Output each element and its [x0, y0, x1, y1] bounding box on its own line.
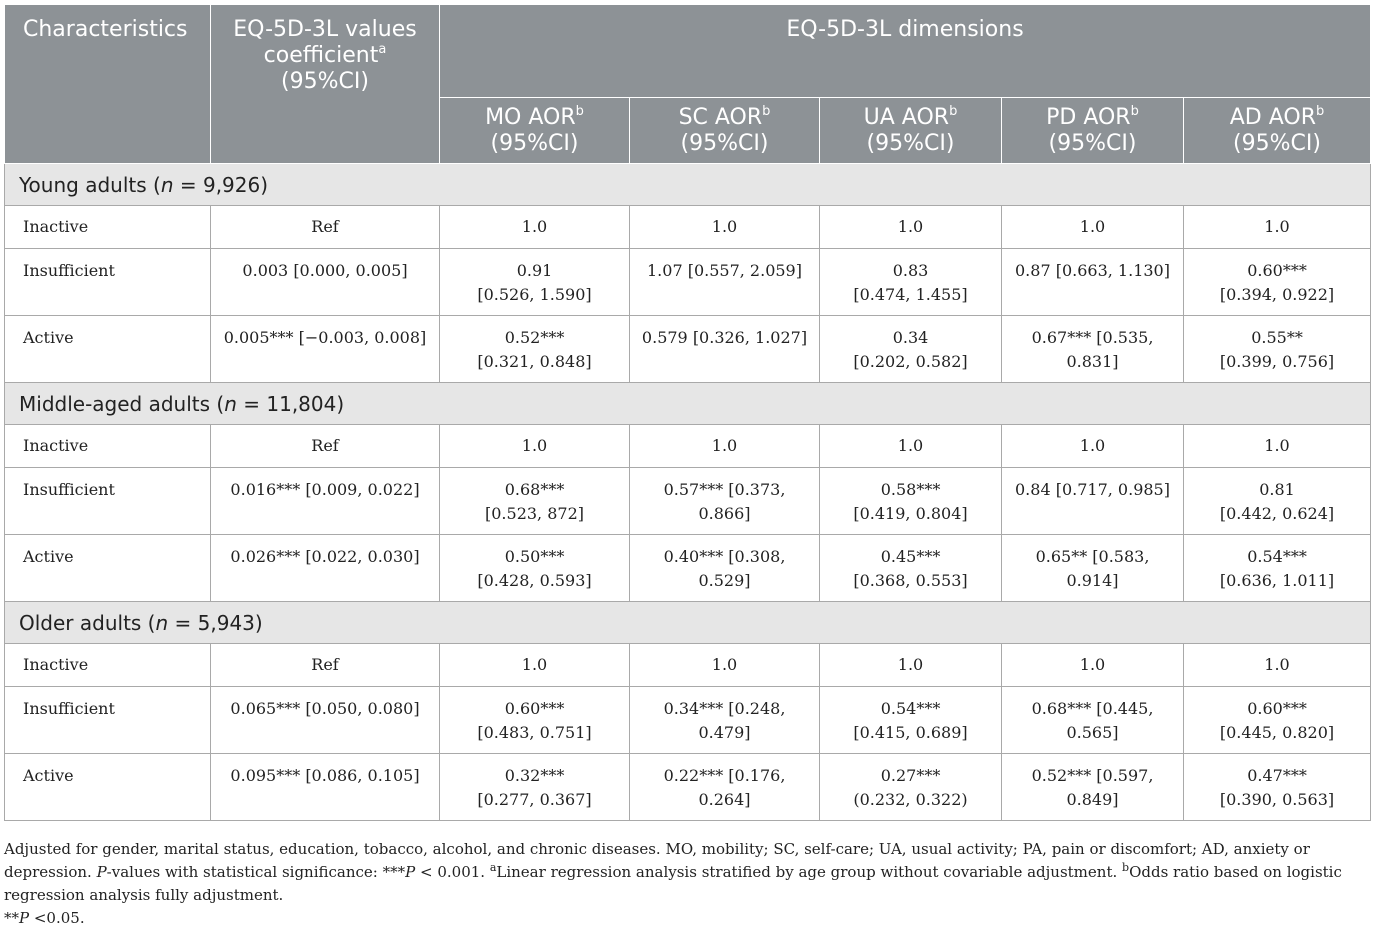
group-label-text: Older adults ( — [19, 611, 156, 635]
table-cell: 1.0 — [820, 425, 1002, 468]
table-cell: 1.0 — [1002, 644, 1184, 687]
header-dim-ci: (95%CI) — [1233, 131, 1321, 156]
table-cell: 0.22*** [0.176, 0.264] — [630, 754, 820, 821]
header-dimension-ad — [1184, 98, 1371, 164]
header-dim-ci: (95%CI) — [866, 131, 955, 156]
footnote-text: ** — [4, 909, 19, 927]
table-cell: 1.0 — [1184, 425, 1371, 468]
group-n: n — [224, 392, 237, 416]
table-row — [5, 535, 1371, 602]
table-cell: 0.54*** [0.415, 0.689] — [820, 687, 1002, 754]
header-dim-label: AD AOR — [1229, 105, 1316, 130]
group-row — [5, 383, 1371, 425]
table-cell: 0.54*** [0.636, 1.011] — [1184, 535, 1371, 602]
table-cell: 0.81 [0.442, 0.624] — [1184, 468, 1371, 535]
table-cell: 0.52*** [0.597, 0.849] — [1002, 754, 1184, 821]
table-cell: 0.55** [0.399, 0.756] — [1184, 316, 1371, 383]
table-cell: 0.016*** [0.009, 0.022] — [211, 468, 440, 535]
row-label: Active — [5, 754, 211, 821]
row-label: Inactive — [5, 425, 211, 468]
table-row — [5, 468, 1371, 535]
table-cell: 0.065*** [0.050, 0.080] — [211, 687, 440, 754]
table-row — [5, 687, 1371, 754]
group-label — [5, 383, 1371, 425]
header-dim-label: MO AOR — [485, 105, 576, 130]
header-dim-ci: (95%CI) — [490, 131, 579, 156]
header-characteristics: Characteristics — [5, 5, 211, 164]
table-cell: 0.50*** [0.428, 0.593] — [440, 535, 630, 602]
header-dim-label: PD AOR — [1046, 105, 1131, 130]
header-values-line1: EQ-5D-3L values — [233, 17, 417, 42]
group-label-count: = 5,943) — [168, 611, 263, 635]
footnote-p: P — [19, 909, 30, 927]
table-cell: 0.83 [0.474, 1.455] — [820, 249, 1002, 316]
header-values-line3: (95%CI) — [281, 69, 369, 94]
header-dimensions: EQ-5D-3L dimensions — [440, 5, 1371, 98]
header-dim-ci: (95%CI) — [1048, 131, 1137, 156]
table-cell: 1.0 — [1002, 206, 1184, 249]
table-row — [5, 316, 1371, 383]
footnote-sup: b — [1122, 861, 1130, 874]
table-cell: 0.40*** [0.308, 0.529] — [630, 535, 820, 602]
group-row — [5, 602, 1371, 644]
footnote-p: P — [96, 863, 107, 881]
row-label: Insufficient — [5, 687, 211, 754]
row-label: Active — [5, 316, 211, 383]
table-cell: 0.32*** [0.277, 0.367] — [440, 754, 630, 821]
table-cell: 0.67*** [0.535, 0.831] — [1002, 316, 1184, 383]
footnote-text: Linear regression analysis stratified by age group without covariable adjustment. — [496, 863, 1123, 881]
group-label — [5, 164, 1371, 206]
group-n: n — [160, 173, 174, 197]
header-dimension-ua — [820, 98, 1002, 164]
footnote-text: Odds ratio based on logistic regression analysis fully adjustment. — [4, 863, 1342, 904]
table-cell: 0.45*** [0.368, 0.553] — [820, 535, 1002, 602]
header-dimension-mo — [440, 98, 630, 164]
header-values-line2: coefficient — [263, 43, 379, 68]
results-table — [4, 4, 1371, 821]
footnote-text: <0.05. — [29, 909, 85, 927]
table-cell: 1.0 — [630, 206, 820, 249]
group-label-count: = 9,926) — [173, 173, 269, 197]
table-cell: 0.026*** [0.022, 0.030] — [211, 535, 440, 602]
header-dim-ci: (95%CI) — [680, 131, 769, 156]
table-row — [5, 644, 1371, 687]
table-row — [5, 754, 1371, 821]
table-cell: 0.003 [0.000, 0.005] — [211, 249, 440, 316]
table-cell: Ref — [211, 644, 440, 687]
table-cell: 0.91 [0.526, 1.590] — [440, 249, 630, 316]
group-label-text: Young adults ( — [19, 173, 161, 197]
table-cell: 1.07 [0.557, 2.059] — [630, 249, 820, 316]
table-cell: 0.65** [0.583, 0.914] — [1002, 535, 1184, 602]
header-values-sup: a — [378, 42, 387, 57]
header-eq5d-values — [211, 5, 440, 164]
row-label: Insufficient — [5, 249, 211, 316]
table-cell: 0.58*** [0.419, 0.804] — [820, 468, 1002, 535]
header-dim-label: UA AOR — [863, 105, 950, 130]
table-cell: 0.34*** [0.248, 0.479] — [630, 687, 820, 754]
footnote-text: Adjusted for gender, marital status, education, tobacco, alcohol, and chronic diseases. MO, mobility; SC, self-care; UA, usual activity; PA, pain or discomfort; AD, anxiety or depression. — [4, 840, 1310, 881]
row-label: Inactive — [5, 644, 211, 687]
table-cell: 0.579 [0.326, 1.027] — [630, 316, 820, 383]
table-cell: 0.52*** [0.321, 0.848] — [440, 316, 630, 383]
row-label: Insufficient — [5, 468, 211, 535]
table-cell: 1.0 — [440, 644, 630, 687]
table-cell: 0.68*** [0.445, 0.565] — [1002, 687, 1184, 754]
table-cell: 0.005*** [−0.003, 0.008] — [211, 316, 440, 383]
group-n: n — [155, 611, 169, 635]
group-row — [5, 164, 1371, 206]
table-cell: 1.0 — [630, 425, 820, 468]
footnote-p: P — [405, 863, 416, 881]
table-cell: 0.57*** [0.373, 0.866] — [630, 468, 820, 535]
table-cell: 1.0 — [440, 425, 630, 468]
group-label-text: Middle-aged adults ( — [19, 392, 225, 416]
group-label-count: = 11,804) — [236, 392, 345, 416]
table-row — [5, 206, 1371, 249]
row-label: Inactive — [5, 206, 211, 249]
table-cell: 1.0 — [820, 644, 1002, 687]
table-cell: Ref — [211, 425, 440, 468]
table-cell: 1.0 — [1002, 425, 1184, 468]
table-cell: 0.47*** [0.390, 0.563] — [1184, 754, 1371, 821]
table-row — [5, 425, 1371, 468]
header-dim-sup: b — [1130, 104, 1139, 119]
header-dimension-sc — [630, 98, 820, 164]
header-dimension-pd — [1002, 98, 1184, 164]
footnote-text: -values with statistical significance: *** — [106, 863, 406, 881]
header-dim-sup: b — [1316, 104, 1325, 119]
table-cell: 0.34 [0.202, 0.582] — [820, 316, 1002, 383]
table-cell: 0.095*** [0.086, 0.105] — [211, 754, 440, 821]
table-cell: 1.0 — [440, 206, 630, 249]
table-cell: 0.60*** [0.445, 0.820] — [1184, 687, 1371, 754]
footnote-sup: a — [489, 861, 497, 874]
table-cell: Ref — [211, 206, 440, 249]
row-label: Active — [5, 535, 211, 602]
header-dim-sup: b — [575, 104, 584, 119]
table-cell: 1.0 — [820, 206, 1002, 249]
header-dim-sup: b — [762, 104, 771, 119]
table-cell: 0.84 [0.717, 0.985] — [1002, 468, 1184, 535]
table-cell: 0.68*** [0.523, 872] — [440, 468, 630, 535]
footnote-text: < 0.001. — [415, 863, 490, 881]
table-cell: 0.60*** [0.483, 0.751] — [440, 687, 630, 754]
table-cell: 1.0 — [1184, 206, 1371, 249]
table-cell: 0.60*** [0.394, 0.922] — [1184, 249, 1371, 316]
table-cell: 0.87 [0.663, 1.130] — [1002, 249, 1184, 316]
results-table-container — [4, 4, 1370, 821]
header-dim-label: SC AOR — [678, 105, 763, 130]
table-cell: 0.27*** (0.232, 0.322) — [820, 754, 1002, 821]
group-label — [5, 602, 1371, 644]
table-cell: 1.0 — [1184, 644, 1371, 687]
table-row — [5, 249, 1371, 316]
table-cell: 1.0 — [630, 644, 820, 687]
table-footnote — [4, 838, 1370, 930]
header-dim-sup: b — [949, 104, 958, 119]
